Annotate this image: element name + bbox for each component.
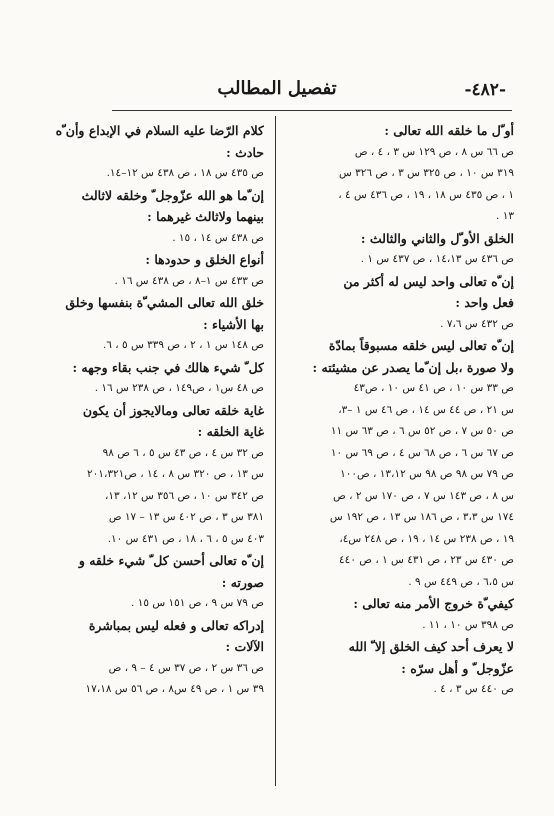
- page-reference-line: ص ٤٨ س١ ، ص١٤٩ ، ص ٢٣٨ س ١٦ .: [94, 382, 264, 394]
- page-number: -٤٨٢-: [464, 80, 506, 100]
- index-entry-heading: عزّوجل ّ و أهل سرّه :: [401, 660, 514, 676]
- index-entry-heading: الخلق الأو ّل والثاني والثالث :: [360, 230, 514, 246]
- page-reference-line: س ١٣ ، ص ٣٢٠ س ٨ ، ١٤ ، ص٢٠١،٣٢١: [87, 468, 264, 480]
- page-reference-line: ص ٣٩٨ س ١٠ ، ١١ .: [422, 618, 514, 631]
- page-reference-line: ص ٤٣٨ س ١٤ ، ١٥ .: [172, 231, 264, 244]
- page-reference-line: ص ٤٣٢ س ٧،٦ .: [440, 317, 514, 330]
- index-entry-heading: الآلات :: [225, 639, 264, 654]
- page-reference-line: ١٩ ، ص ٢٣٨ س ١٤ ، ١٩ ، ص ٢٤٨ س٤،: [339, 532, 514, 545]
- index-entry-heading: أو ّل ما خلقه الله تعالى :: [384, 123, 514, 138]
- right-column: [292, 120, 514, 701]
- page-reference-line: ص ٣٢ س ٤ ، ص ٤٣ س ٥ ، ٦ ص ٩٨: [102, 446, 264, 459]
- page-reference-line: س ٦،٥ ، ص ٤٤٩ س ٩ .: [408, 575, 514, 588]
- page-reference-line: ص ١٤٨ س ١ ، ٢ ، ص ٣٣٩ س ٥ ، ٦.: [102, 339, 264, 351]
- index-entry-heading: إن ّه تعالى واحد ليس له أكثر من: [343, 273, 514, 289]
- index-entry-heading: إن ّما هو الله عزّوجل ّ وخلقه لاثالث: [81, 187, 264, 203]
- page-reference-line: ص ٤٣٣ س ١–٨ ، ص ٤٣٨ س ١٦ .: [114, 274, 264, 287]
- page-reference-line: ص ٤٣٠ س ٢٣ ، ص ٤٣١ س ١ ، ص ٤٤٠: [339, 554, 514, 566]
- page-reference-line: ص ٤٤٠ س ٣ ، ٤ .: [433, 683, 514, 695]
- page-reference-line: ص ٦٧ س ٦ ، ص ٦٨ س ٤ ، ص ٦٩ س ١٠: [330, 446, 514, 459]
- index-entry-heading: إن ّه تعالى ليس خلقه مسبوقاً بمادّة: [328, 338, 514, 353]
- page-reference-line: ص ٤٣٦ س ١٤،١٣ ، ص ٤٣٧ س ١ .: [360, 253, 514, 265]
- page-reference-line: ٣١٩ س ١٠ ، ص ٣٢٥ س ٣ ، ص ٣٢٦ س: [338, 167, 514, 179]
- page-reference-line: ٣٨١ س ٣ ، ص ٤٠٢ س ١٣ – ١٧ ص: [108, 511, 264, 523]
- index-entry-heading: صورته :: [221, 574, 264, 590]
- page-reference-line: س ٨ ، ص ١٤٣ س ٧ ، ص ١٧٠ س ٢ ، ص: [333, 489, 514, 502]
- index-entry-heading: أنواع الخلق و حدودها :: [145, 252, 264, 267]
- page-reference-line: ص ٥٠ س ٧ ، ص ٥٢ س ٦ ، ص ٦٣ س ١١: [330, 425, 514, 437]
- page-reference-line: س ٢١ ، ص ٤٤ س ١٤ ، ص ٤٦ س ١ –٣،: [338, 403, 514, 416]
- page-reference-line: ص ٣٣ س ١٠ ، ص ٤١ س ١٠ ، ص٤٣: [353, 382, 514, 394]
- column-divider: [275, 116, 276, 786]
- index-entry-heading: إن ّه تعالى أحسن كل ّ شيء خلقه و: [78, 553, 264, 568]
- page-reference-line: ص ٣٤٢ س ١٠ ، ص ٣٥٦ س ١٢، ١٣،: [105, 489, 264, 502]
- page-reference-line: ١٧٤ س ٣،٣ ، ص ١٨٦ س ١٣ ، ص ١٩٢ س: [329, 511, 514, 523]
- page-reference-line: ١ ، ص ٤٣٥ س ١٨ ، ١٩ ، ص ٤٣٦ س ٤ ،: [338, 188, 514, 201]
- page-reference-line: ٣٩ س ١ ، ص ٤٩ س٨ ، ص ٥٦ س ١٧،١٨: [85, 683, 264, 695]
- index-entry-heading: بها الأشياء :: [203, 316, 264, 332]
- index-entry-heading: ولا صورة ،بل إن ّما يصدر عن مشيئته :: [312, 359, 514, 375]
- header-rule: [112, 110, 512, 111]
- page-header: [40, 78, 514, 108]
- index-entry-heading: غاية الخلقه :: [197, 424, 264, 439]
- index-entry-heading: كيفي ّة خروج الأمر منه تعالى :: [353, 596, 514, 611]
- index-entry-heading: غاية خلقه تعالى ومالايجوز أن يكون: [82, 402, 264, 418]
- page-reference-line: ص ٦٦ س ٨ ، ص ١٢٩ س ٣ ، ٤ ، ص: [354, 145, 514, 158]
- index-entry-heading: حادث :: [226, 144, 264, 160]
- left-column: [42, 120, 264, 701]
- page-reference-line: ص ٣٦ س ٢ ، ص ٣٧ س ٤ – ٩ ، ص: [108, 661, 264, 674]
- page-reference-line: ٤٠٣ س ٥ ، ٦ ، ١٨ ، ص ٤٣١ س ١٠.: [107, 532, 264, 545]
- page-reference-line: ص ٧٩ س ٩ ، ص ١٥١ س ١٥ .: [131, 597, 264, 609]
- index-entry-heading: خلق الله تعالى المشي ّة بنفسها وخلق: [65, 295, 264, 310]
- index-entry-heading: كلام الرّضا عليه السلام في الإبداع وأن ّه: [55, 123, 264, 138]
- index-entry-heading: لا يعرف أحد كيف الخلق إلا ّ الله: [348, 639, 514, 654]
- index-entry-heading: فعل واحد :: [455, 295, 514, 310]
- index-entry-heading: بينهما ولاثالث غيرهما :: [147, 209, 264, 224]
- page-reference-line: ص ٧٩ س ٩٨ ص ٩٨ س ١٣،١٢ ، ص١٠٠: [340, 468, 514, 480]
- index-entry-heading: إدراكه تعالى و فعله ليس بمباشرة: [88, 617, 264, 633]
- running-title: تفصيل المطالب: [217, 78, 337, 99]
- index-entry-heading: كل ّ شيء هالك في جنب بقاء وجهه :: [72, 359, 264, 375]
- page-reference-line: ١٣ .: [496, 210, 514, 222]
- page-reference-line: ص ٤٣٥ س ١٨ ، ص ٤٣٨ س ١٢–١٤.: [106, 167, 264, 179]
